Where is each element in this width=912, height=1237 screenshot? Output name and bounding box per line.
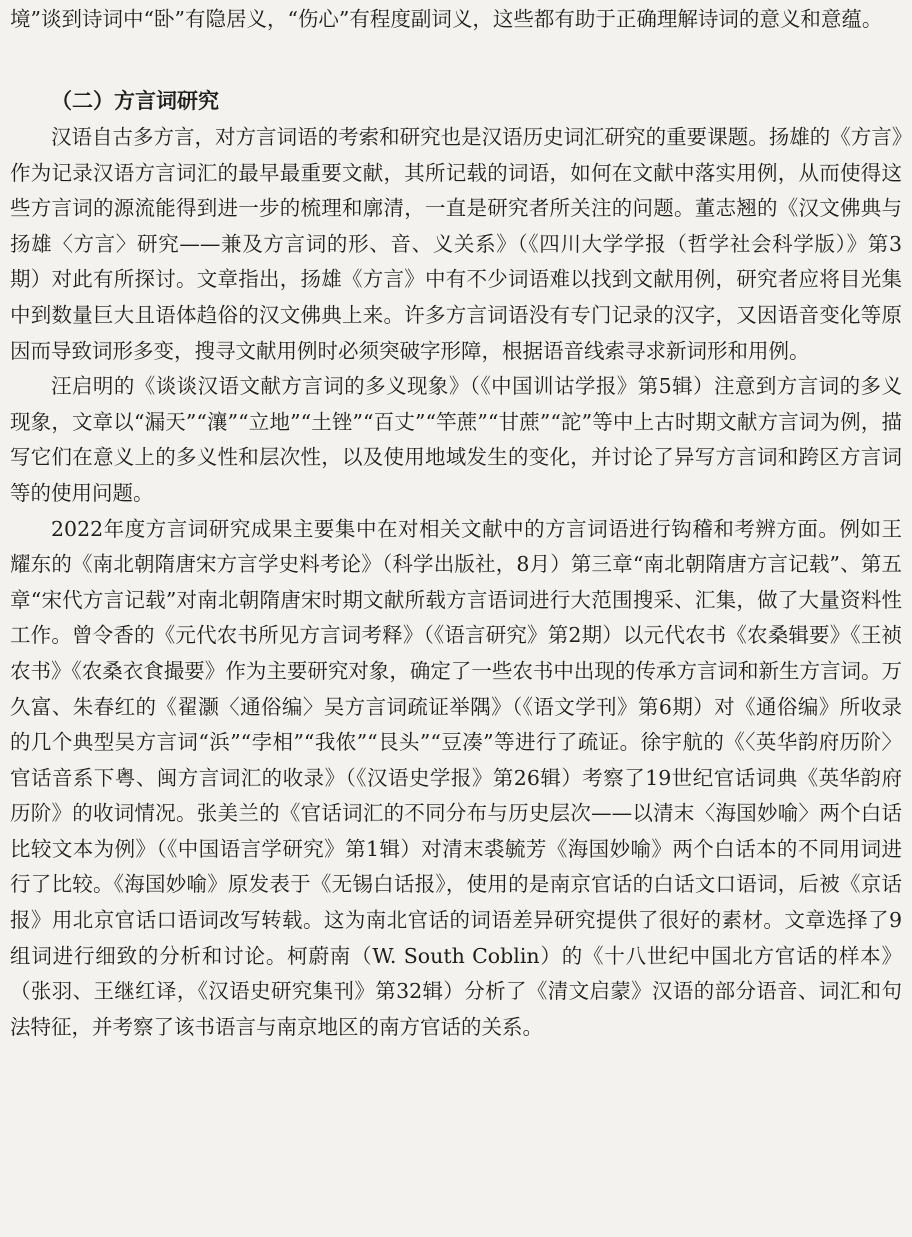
continuation-text-block	[10, 2, 902, 38]
body-text-block	[10, 120, 902, 1045]
paragraph-2022-research: 2022年度方言词研究成果主要集中在对相关文献中的方言词语进行钩稽和考辨方面。例如王耀东的《南北朝隋唐宋方言学史料考论》（科学出版社，8月）第三章“南北朝隋唐方言记载”、第五章“宋代方言记载”对南北朝隋唐宋时期文献所载方言语词进行大范围搜采、汇集，做了大量资料性工作。曾令香的《元代农书所见方言词考释》（《语言研究》第2期）以元代农书《农桑辑要》《王祯农书》《农桑衣食撮要》作为主要研究对象，确定了一些农书中出现的传承方言词和新生方言词。万久富、朱春红的《翟灏〈通俗编〉吴方言词疏证举隅》（《语文学刊》第6期）对《通俗编》所收录的几个典型吴方言词“浜”“孛相”“我侬”“艮头”“豆凑”等进行了疏证。徐宇航的《〈英华韵府历阶〉官话音系下粤、闽方言词汇的收录》（《汉语史学报》第26辑）考察了19世纪官话词典《英华韵府历阶》的收词情况。张美兰的《官话词汇的不同分布与历史层次——以清末〈海国妙喻〉两个白话比较文本为例》（《中国语言学研究》第1辑）对清末裘毓芳《海国妙喻》两个白话本的不同用词进行了比较。《海国妙喻》原发表于《无锡白话报》，使用的是南京官话的白话文口语词，后被《京话报》用北京官话口语词改写转载。这为南北官话的词语差异研究提供了很好的素材。文章选择了9组词进行细致的分析和讨论。柯蔚南（W. South Coblin）的《十八世纪中国北方官话的样本》（张羽、王继红译，《汉语史研究集刊》第32辑）分析了《清文启蒙》汉语的部分语音、词汇和句法特征，并考察了该书语言与南京地区的南方官话的关系。	[10, 516, 902, 1039]
paragraph-polysemy: 汪启明的《谈谈汉语文献方言词的多义现象》（《中国训诂学报》第5辑）注意到方言词的多义现象，文章以“漏天”“瀼”“立地”“土锉”“百丈”“竿蔗”“甘蔗”“詑”等中上古时期文献方言词为例，描写它们在意义上的多义性和层次性，以及使用地域发生的变化，并讨论了异写方言词和跨区方言词等的使用问题。	[10, 374, 902, 505]
section-heading: （二）方言词研究	[51, 89, 219, 113]
paragraph-dialect-overview: 汉语自古多方言，对方言词语的考索和研究也是汉语历史词汇研究的重要课题。扬雄的《方言》作为记录汉语方言词汇的最早最重要文献，其所记载的词语，如何在文献中落实用例，从而使得这些方言词的源流能得到进一步的梳理和廓清，一直是研究者所关注的问题。董志翘的《汉文佛典与扬雄〈方言〉研究——兼及方言词的形、音、义关系》（《四川大学学报（哲学社会科学版）》第3期）对此有所探讨。文章指出，扬雄《方言》中有不少词语难以找到文献用例，研究者应将目光集中到数量巨大且语体趋俗的汉文佛典上来。许多方言词语没有专门记录的汉字，又因语音变化等原因而导致词形多变，搜寻文献用例时必须突破字形障，根据语音线索寻求新词形和用例。	[10, 125, 902, 363]
continuation-paragraph: 境”谈到诗词中“卧”有隐居义，“伤心”有程度副词义，这些都有助于正确理解诗词的意义和意蕴。	[10, 7, 883, 31]
